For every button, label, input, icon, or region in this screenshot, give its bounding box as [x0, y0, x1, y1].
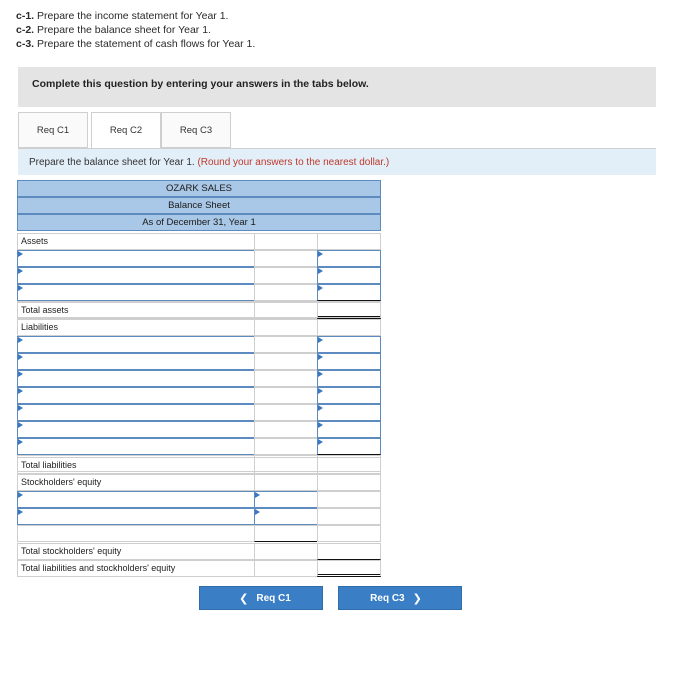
- assets-label: Assets: [17, 233, 255, 250]
- total-assets-label: Total assets: [17, 302, 255, 319]
- dropdown-arrow-icon: [18, 268, 23, 274]
- liability-row: [17, 421, 381, 438]
- assets-header-row: [17, 233, 381, 250]
- dropdown-arrow-icon: [318, 422, 323, 428]
- dropdown-arrow-icon: [18, 492, 23, 498]
- statement-date: As of December 31, Year 1: [17, 214, 381, 231]
- dropdown-arrow-icon: [18, 422, 23, 428]
- dropdown-arrow-icon: [18, 337, 23, 343]
- equity-label: Stockholders' equity: [17, 474, 255, 491]
- empty-cell: [254, 319, 318, 336]
- statement-title: Balance Sheet: [17, 197, 381, 214]
- equity-amount-input[interactable]: [254, 491, 318, 508]
- asset-row: [17, 284, 381, 301]
- asset-account-select[interactable]: [17, 267, 255, 284]
- tab-req-c1[interactable]: Req C1: [18, 112, 88, 148]
- chevron-left-icon: ❮: [239, 592, 249, 605]
- total-liab-equity-label: Total liabilities and stockholders' equity: [17, 560, 255, 577]
- liability-amount-input[interactable]: [317, 336, 381, 353]
- liability-row: [17, 353, 381, 370]
- total-liab-equity-value: [317, 560, 381, 577]
- empty-cell: [317, 474, 381, 491]
- dropdown-arrow-icon: [318, 371, 323, 377]
- empty-cell: [254, 474, 318, 491]
- empty-cell: [254, 336, 318, 353]
- dropdown-arrow-icon: [318, 388, 323, 394]
- company-name: OZARK SALES: [17, 180, 381, 197]
- dropdown-arrow-icon: [255, 509, 260, 515]
- empty-cell: [254, 233, 318, 250]
- asset-account-select[interactable]: [17, 284, 255, 301]
- total-liabilities-row: [17, 457, 381, 474]
- empty-cell: [254, 267, 318, 284]
- empty-cell: [254, 438, 318, 455]
- next-button-label: Req C3: [370, 592, 405, 604]
- total-assets-value: [317, 302, 381, 319]
- empty-cell: [254, 404, 318, 421]
- prev-button-label: Req C1: [256, 592, 291, 604]
- liability-account-select[interactable]: [17, 438, 255, 455]
- total-equity-label: Total stockholders' equity: [17, 543, 255, 560]
- dropdown-arrow-icon: [18, 439, 23, 445]
- instruction-bar: [18, 148, 656, 175]
- question-c3: c-3. Prepare the statement of cash flows for Year 1.: [16, 38, 256, 50]
- empty-cell: [317, 233, 381, 250]
- empty-cell: [317, 491, 381, 508]
- empty-cell: [17, 525, 255, 542]
- dropdown-arrow-icon: [255, 492, 260, 498]
- liabilities-label: Liabilities: [17, 319, 255, 336]
- empty-cell: [254, 302, 318, 319]
- empty-cell: [317, 525, 381, 542]
- empty-cell: [254, 353, 318, 370]
- liability-row: [17, 387, 381, 404]
- empty-cell: [254, 250, 318, 267]
- dropdown-arrow-icon: [318, 268, 323, 274]
- dropdown-arrow-icon: [318, 354, 323, 360]
- empty-cell: [317, 319, 381, 336]
- equity-account-select[interactable]: [17, 491, 255, 508]
- next-button[interactable]: [338, 586, 462, 610]
- equity-amount-input[interactable]: [254, 508, 318, 525]
- total-liab-equity-row: [17, 560, 381, 577]
- dropdown-arrow-icon: [18, 251, 23, 257]
- balance-sheet-table: [17, 180, 381, 578]
- liability-account-select[interactable]: [17, 421, 255, 438]
- liability-amount-input[interactable]: [317, 387, 381, 404]
- dropdown-arrow-icon: [318, 405, 323, 411]
- liability-account-select[interactable]: [17, 336, 255, 353]
- empty-cell: [254, 560, 318, 577]
- dropdown-arrow-icon: [18, 285, 23, 291]
- banner-text: Complete this question by entering your answers in the tabs below.: [32, 78, 369, 90]
- liability-amount-input[interactable]: [317, 353, 381, 370]
- prev-button[interactable]: [199, 586, 323, 610]
- liability-account-select[interactable]: [17, 387, 255, 404]
- empty-cell: [317, 508, 381, 525]
- dropdown-arrow-icon: [318, 337, 323, 343]
- asset-amount-input[interactable]: [317, 284, 381, 301]
- spacer-row: [17, 525, 381, 542]
- empty-cell: [254, 284, 318, 301]
- liability-amount-input[interactable]: [317, 421, 381, 438]
- liability-row: [17, 370, 381, 387]
- asset-amount-input[interactable]: [317, 250, 381, 267]
- liability-account-select[interactable]: [17, 370, 255, 387]
- liability-account-select[interactable]: [17, 353, 255, 370]
- equity-row: [17, 508, 381, 525]
- dropdown-arrow-icon: [18, 388, 23, 394]
- liabilities-header-row: [17, 319, 381, 336]
- tab-req-c3[interactable]: Req C3: [161, 112, 231, 148]
- asset-amount-input[interactable]: [317, 267, 381, 284]
- instructions-banner: [18, 67, 656, 107]
- liability-row: [17, 404, 381, 421]
- equity-row: [17, 491, 381, 508]
- question-c1: c-1. Prepare the income statement for Year 1.: [16, 10, 229, 22]
- chevron-right-icon: ❯: [412, 592, 422, 605]
- total-liabilities-label: Total liabilities: [17, 457, 255, 474]
- total-liabilities-value: [317, 457, 381, 474]
- liability-row: [17, 438, 381, 455]
- total-equity-row: [17, 543, 381, 560]
- instruction-text: Prepare the balance sheet for Year 1. (Round your answers to the nearest dollar.): [29, 157, 390, 168]
- dropdown-arrow-icon: [18, 371, 23, 377]
- total-equity-value: [317, 543, 381, 560]
- dropdown-arrow-icon: [18, 509, 23, 515]
- dropdown-arrow-icon: [318, 285, 323, 291]
- liability-account-select[interactable]: [17, 404, 255, 421]
- liability-amount-input[interactable]: [317, 370, 381, 387]
- dropdown-arrow-icon: [18, 354, 23, 360]
- asset-row: [17, 267, 381, 284]
- dropdown-arrow-icon: [318, 439, 323, 445]
- equity-header-row: [17, 474, 381, 491]
- empty-cell: [254, 421, 318, 438]
- equity-account-select[interactable]: [17, 508, 255, 525]
- asset-account-select[interactable]: [17, 250, 255, 267]
- empty-cell: [254, 457, 318, 474]
- empty-cell: [254, 387, 318, 404]
- dropdown-arrow-icon: [18, 405, 23, 411]
- empty-cell: [254, 543, 318, 560]
- liability-amount-input[interactable]: [317, 404, 381, 421]
- empty-cell: [254, 525, 318, 542]
- liability-amount-input[interactable]: [317, 438, 381, 455]
- liability-row: [17, 336, 381, 353]
- empty-cell: [254, 370, 318, 387]
- tab-req-c2[interactable]: Req C2: [91, 112, 161, 149]
- asset-row: [17, 250, 381, 267]
- question-c2: c-2. Prepare the balance sheet for Year 1.: [16, 24, 211, 36]
- question-list: [16, 9, 255, 51]
- dropdown-arrow-icon: [318, 251, 323, 257]
- total-assets-row: [17, 302, 381, 319]
